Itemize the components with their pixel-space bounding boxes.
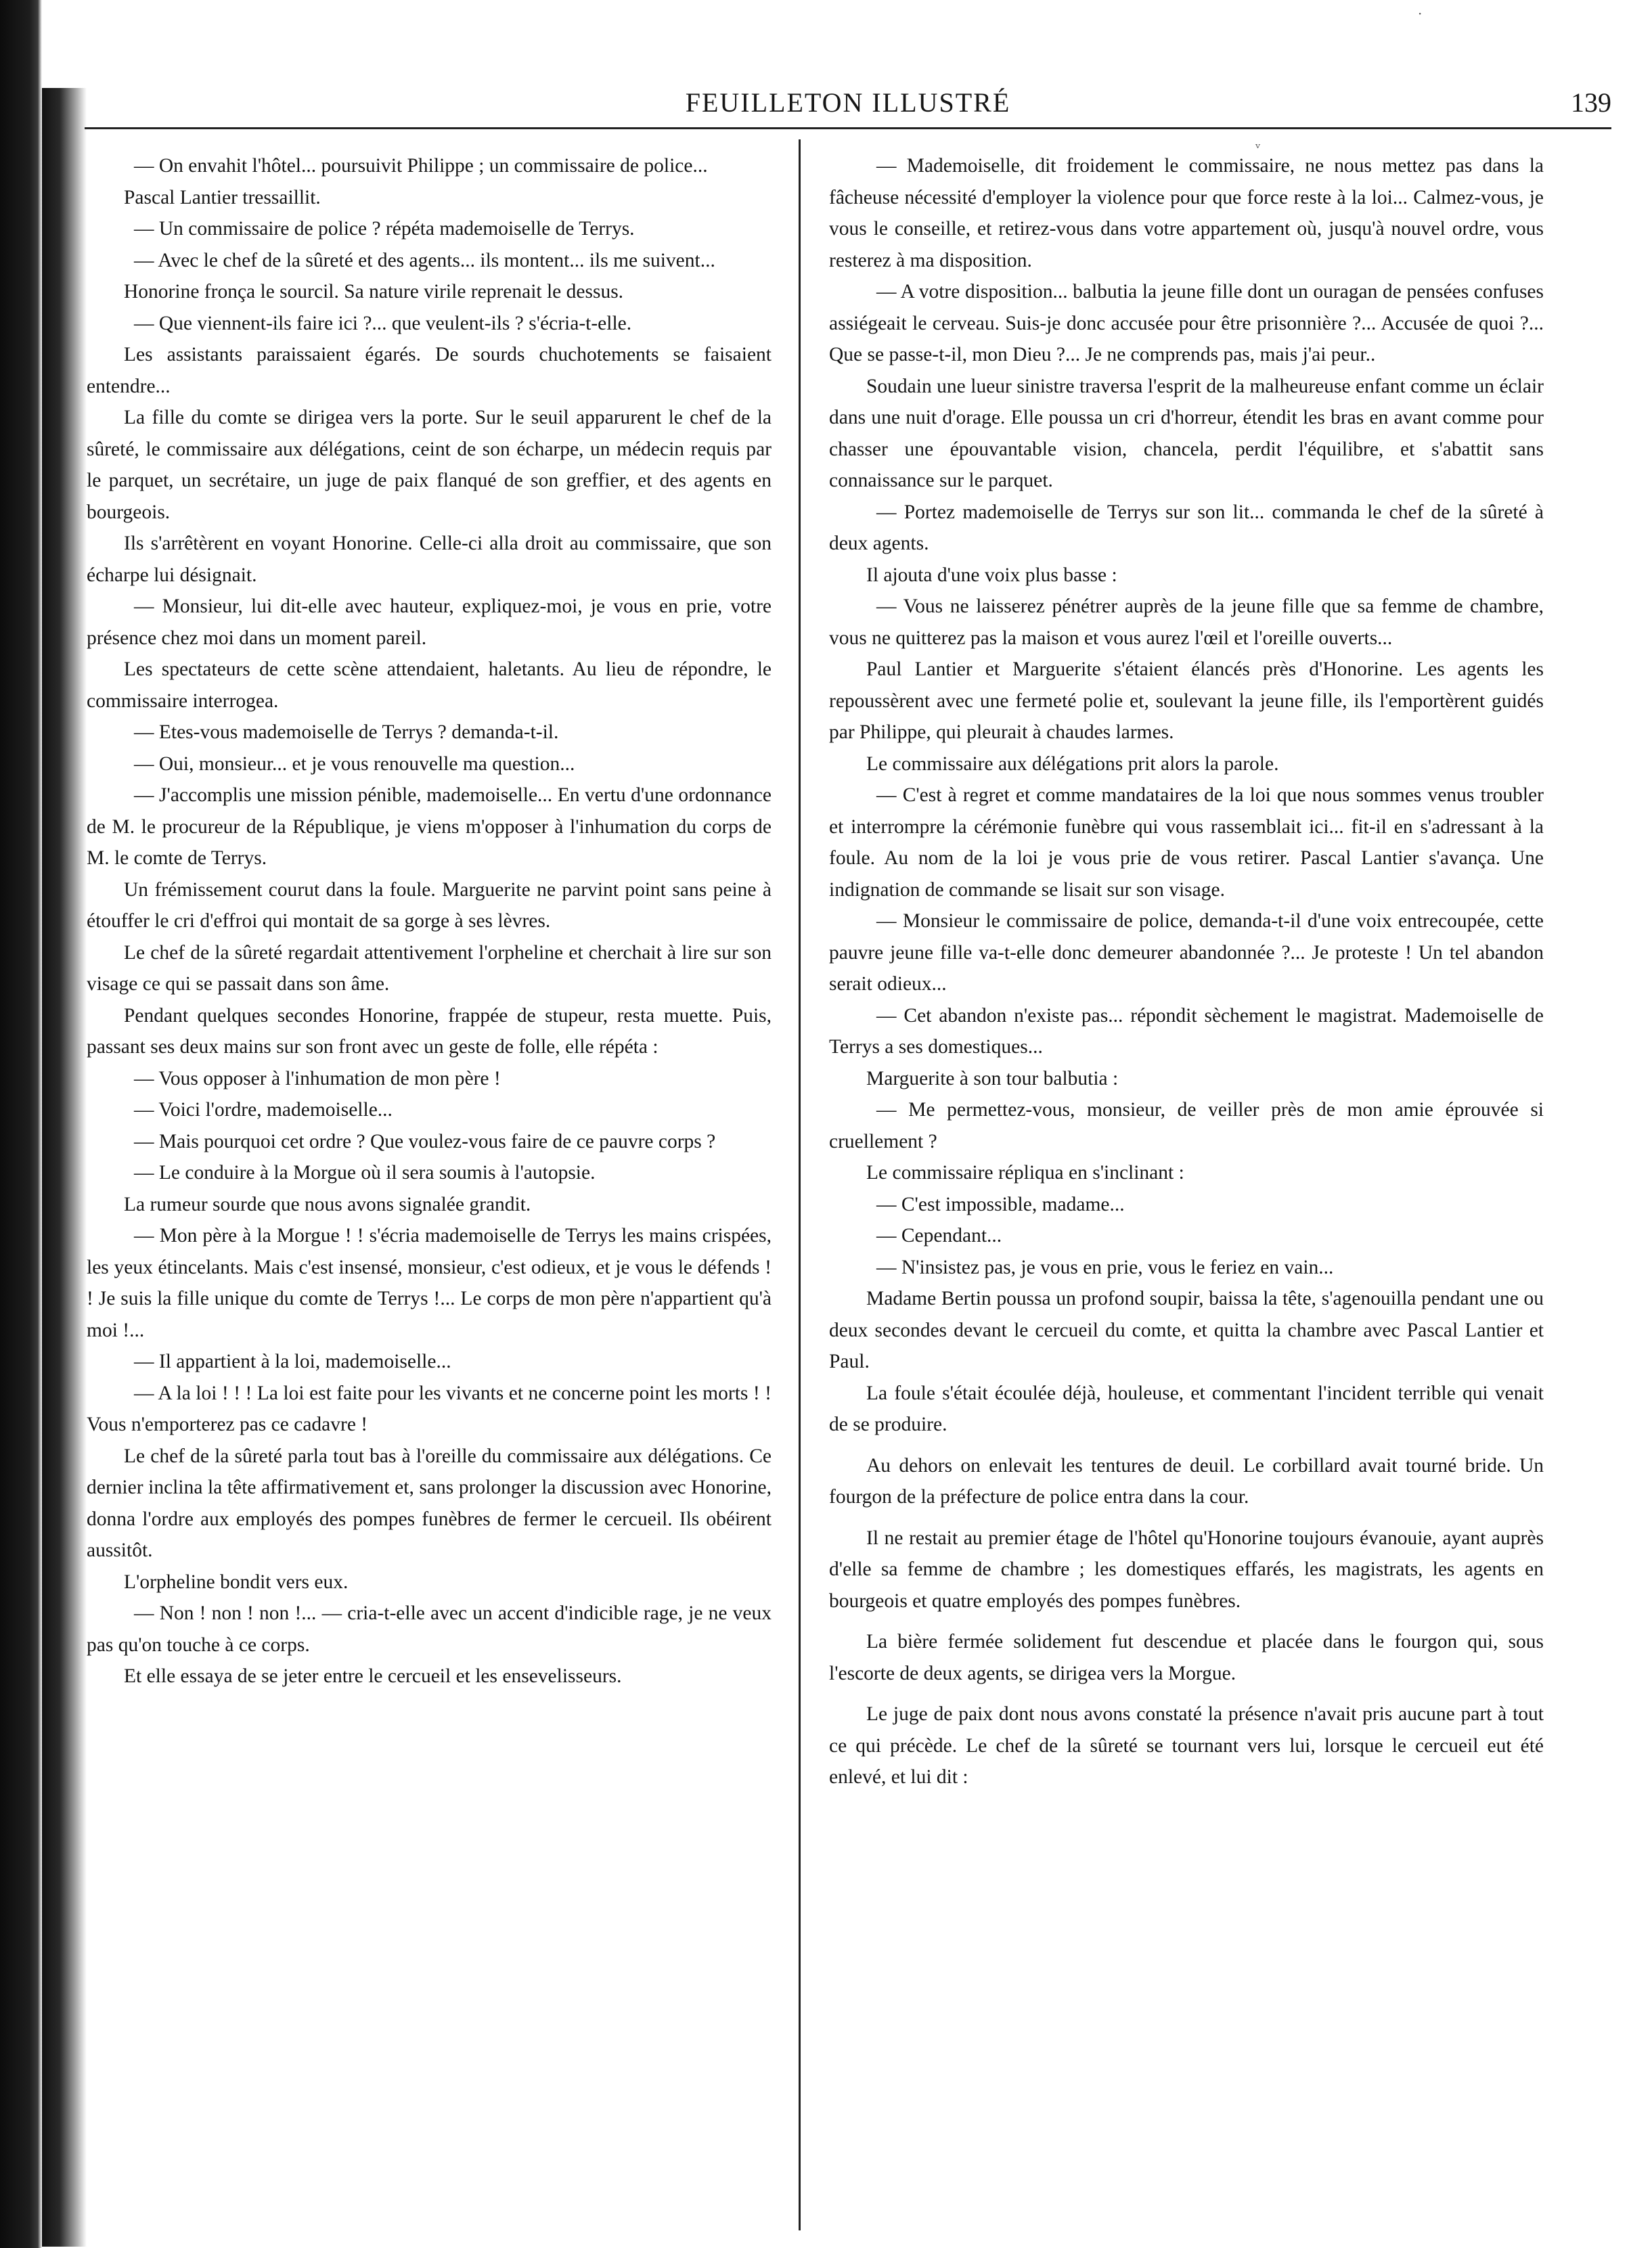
- running-title: FEUILLETON ILLUSTRÉ: [685, 87, 1011, 118]
- paragraph: — Etes-vous mademoiselle de Terrys ? demanda-t-il.: [134, 721, 559, 743]
- paragraph: La fille du comte se dirigea vers la porte. Sur le seuil apparurent le chef de la sûreté, le commissaire aux délégations, ceint de son écharpe, un médecin requis par le parquet, un secrétaire, un juge de paix flanqué de son greffier, et des agents en bourgeois.: [87, 407, 772, 523]
- paragraph: — Mademoiselle, dit froidement le commissaire, ne nous mettez pas dans la fâcheuse nécessité d'employer la violence pour que force reste à la loi... Calmez-vous, je vous le conseille, et retirez-vous dans votre appartement où, jusqu'à nouvel ordre, vous resterez à ma disposition.: [829, 155, 1544, 271]
- paragraph: Les spectateurs de cette scène attendaient, haletants. Au lieu de répondre, le commissaire interrogea.: [87, 658, 772, 712]
- column-divider: [799, 139, 801, 2230]
- paragraph: — Voici l'ordre, mademoiselle...: [134, 1099, 393, 1121]
- page-number: 139: [1571, 87, 1611, 118]
- right-column: [829, 150, 1544, 2146]
- paragraph: — Mais pourquoi cet ordre ? Que voulez-vous faire de ce pauvre corps ?: [134, 1130, 716, 1152]
- paragraph: — Monsieur le commissaire de police, demanda-t-il d'une voix entrecoupée, cette pauvre jeune fille va-t-elle donc demeurer abandonnée ?... Je proteste ! Un tel abandon serait odieux...: [829, 910, 1544, 995]
- paragraph: Le commissaire aux délégations prit alors la parole.: [866, 752, 1279, 775]
- paragraph: — Un commissaire de police ? répéta mademoiselle de Terrys.: [134, 218, 635, 240]
- paragraph: — Oui, monsieur... et je vous renouvelle ma question...: [134, 752, 575, 775]
- paragraph: — Que viennent-ils faire ici ?... que veulent-ils ? s'écria-t-elle.: [134, 312, 632, 334]
- paragraph: Un frémissement courut dans la foule. Marguerite ne parvint point sans peine à étouffer le cri d'effroi qui montait de sa gorge à ses lèvres.: [87, 878, 772, 932]
- paragraph: — Le conduire à la Morgue où il sera soumis à l'autopsie.: [134, 1162, 596, 1184]
- paragraph: — Cet abandon n'existe pas... répondit sèchement le magistrat. Mademoiselle de Terrys a ses domestiques...: [829, 1004, 1544, 1058]
- paragraph: Il ajouta d'une voix plus basse :: [866, 564, 1117, 586]
- paragraph: — Mon père à la Morgue ! ! s'écria mademoiselle de Terrys les mains crispées, les yeux étincelants. Mais c'est insensé, monsieur, c'est odieux, et je vous le défends ! ! Je suis la fille unique du comte de Terrys !... Le corps de mon père n'appartient qu'à moi !...: [87, 1225, 772, 1341]
- paragraph: — On envahit l'hôtel... poursuivit Philippe ; un commissaire de police...: [134, 155, 708, 177]
- paragraph: Marguerite à son tour balbutia :: [866, 1067, 1119, 1089]
- paragraph: — Vous opposer à l'inhumation de mon père !: [134, 1067, 501, 1089]
- paragraph: La bière fermée solidement fut descendue et placée dans le fourgon qui, sous l'escorte de deux agents, se dirigea vers la Morgue.: [829, 1631, 1544, 1684]
- paragraph: Le chef de la sûreté parla tout bas à l'oreille du commissaire aux délégations. Ce dernier inclina la tête affirmativement et, sans prolonger la discussion avec Honorine, donna l'ordre aux employés des pompes funèbres de fermer le cercueil. Ils obéirent aussitôt.: [87, 1445, 772, 1561]
- paragraph: — Cependant...: [876, 1225, 1002, 1246]
- paragraph: Pendant quelques secondes Honorine, frappée de stupeur, resta muette. Puis, passant ses deux mains sur son front avec un geste de folle, elle répéta :: [87, 1004, 772, 1058]
- paragraph: Au dehors on enlevait les tentures de deuil. Le corbillard avait tourné bride. Un fourgon de la préfecture de police entra dans la cour.: [829, 1454, 1544, 1508]
- paragraph: — Monsieur, lui dit-elle avec hauteur, expliquez-moi, je vous en prie, votre présence chez moi dans un moment pareil.: [87, 595, 772, 649]
- paragraph: Les assistants paraissaient égarés. De sourds chuchotements se faisaient entendre...: [87, 344, 772, 397]
- paragraph: Et elle essaya de se jeter entre le cercueil et les ensevelisseurs.: [124, 1665, 622, 1687]
- paragraph: — Non ! non ! non !... — cria-t-elle avec un accent d'indicible rage, je ne veux pas qu'on touche à ce corps.: [87, 1602, 772, 1656]
- paragraph: La rumeur sourde que nous avons signalée grandit.: [124, 1193, 531, 1215]
- paragraph: — C'est à regret et comme mandataires de la loi que nous sommes venus troubler et interrompre la cérémonie funèbre qui vous rassemblait ici... fit-il en s'adressant à la foule. Au nom de la loi je vous prie de vous retirer. Pascal Lantier s'avança. Une indignation de commande se lisait sur son visage.: [829, 784, 1544, 901]
- paragraph: — A votre disposition... balbutia la jeune fille dont un ouragan de pensées confuses assiégeait le cerveau. Suis-je donc accusée pour être prisonnière ?... Accusée de quoi ?... Que se passe-t-il, mon Dieu ?... Je ne comprends pas, mais j'ai peur..: [829, 281, 1544, 365]
- paragraph: La foule s'était écoulée déjà, houleuse, et commentant l'incident terrible qui venait de se produire.: [829, 1382, 1544, 1435]
- paragraph: Madame Bertin poussa un profond soupir, baissa la tête, s'agenouilla pendant une ou deux secondes devant le cercueil du comte, et quitta la chambre avec Pascal Lantier et Paul.: [829, 1288, 1544, 1372]
- paragraph: — Portez mademoiselle de Terrys sur son lit... commanda le chef de la sûreté à deux agents.: [829, 501, 1544, 554]
- paragraph: Il ne restait au premier étage de l'hôtel qu'Honorine toujours évanouie, ayant auprès d'elle sa femme de chambre ; les domestiques effarés, les magistrats, les agents en bourgeois et quatre employés des pompes funèbres.: [829, 1527, 1544, 1612]
- paragraph: Honorine fronça le sourcil. Sa nature virile reprenait le dessus.: [124, 281, 624, 302]
- paragraph: — Avec le chef de la sûreté et des agents... ils montent... ils me suivent...: [134, 249, 715, 271]
- paragraph: Le chef de la sûreté regardait attentivement l'orpheline et cherchait à lire sur son visage ce qui se passait dans son âme.: [87, 941, 772, 995]
- paragraph: — Il appartient à la loi, mademoiselle...: [134, 1351, 451, 1372]
- paragraph: — A la loi ! ! ! La loi est faite pour les vivants et ne concerne point les morts ! ! Vous n'emporterez pas ce cadavre !: [87, 1382, 772, 1435]
- paragraph: — Me permettez-vous, monsieur, de veiller près de mon amie éprouvée si cruellement ?: [829, 1099, 1544, 1152]
- left-column: [87, 150, 772, 2146]
- page-gutter-shadow: [42, 88, 87, 2247]
- paragraph: Paul Lantier et Marguerite s'étaient élancés près d'Honorine. Les agents les repoussèrent avec une fermeté polie et, soulevant la jeune fille, ils l'emportèrent guidés par Philippe, qui pleurait à chaudes larmes.: [829, 658, 1544, 743]
- paragraph: Pascal Lantier tressaillit.: [124, 186, 321, 208]
- paragraph: — J'accomplis une mission pénible, mademoiselle... En vertu d'une ordonnance de M. le procureur de la République, je viens m'opposer à l'inhumation du corps de M. le comte de Terrys.: [87, 784, 772, 869]
- paragraph: Le commissaire répliqua en s'inclinant :: [866, 1162, 1184, 1184]
- scan-speck: ·: [1418, 5, 1423, 22]
- paragraph: Ils s'arrêtèrent en voyant Honorine. Celle-ci alla droit au commissaire, que son écharpe lui désignait.: [87, 533, 772, 586]
- book-binding-shadow: [0, 0, 42, 2248]
- paragraph: Le juge de paix dont nous avons constaté la présence n'avait pris aucune part à tout ce qui précède. Le chef de la sûreté se tournant vers lui, lorsque le cercueil eut été enlevé, et lui dit :: [829, 1703, 1544, 1788]
- paragraph: — Vous ne laisserez pénétrer auprès de la jeune fille que sa femme de chambre, vous ne quitterez pas la maison et vous aurez l'œil et l'oreille ouverts...: [829, 595, 1544, 649]
- paragraph: Soudain une lueur sinistre traversa l'esprit de la malheureuse enfant comme un éclair dans une nuit d'orage. Elle poussa un cri d'horreur, étendit les bras en avant comme pour chasser une épouvantable vision, chancela, perdit l'équilibre, et s'abattit sans connaissance sur le parquet.: [829, 375, 1544, 491]
- page-header: [85, 80, 1611, 129]
- paragraph: — N'insistez pas, je vous en prie, vous le feriez en vain...: [876, 1256, 1334, 1278]
- scan-speck: ᵥ: [1255, 135, 1261, 152]
- paragraph: — C'est impossible, madame...: [876, 1193, 1125, 1215]
- paragraph: L'orpheline bondit vers eux.: [124, 1571, 349, 1593]
